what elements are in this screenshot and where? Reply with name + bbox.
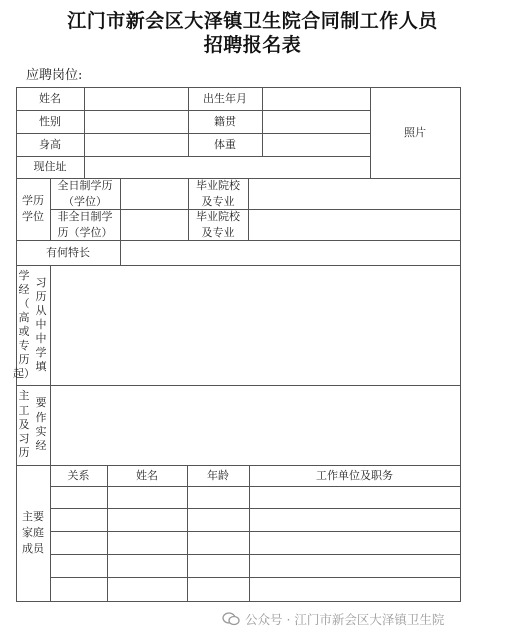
form-title-line2: 招聘报名表 (203, 34, 302, 56)
grid-line-vertical (50, 265, 51, 602)
label-name: 姓名 (39, 91, 61, 105)
family-col-name: 姓名 (136, 468, 158, 482)
photo-box: 照片 (404, 125, 426, 139)
grid-line-horizontal (16, 265, 461, 266)
family-col-relation: 关系 (67, 468, 90, 482)
label-family-members: 主要 家庭 成员 (22, 510, 44, 555)
label-specialty: 有何特长 (46, 245, 90, 259)
position-label: 应聘岗位: (26, 68, 83, 83)
grid-line-horizontal (50, 508, 461, 509)
grid-line-vertical (84, 87, 85, 179)
label-graduate-school-1: 毕业院校 及专业 (196, 178, 240, 208)
grid-line-horizontal (50, 577, 461, 578)
label-height: 身高 (39, 137, 61, 151)
label-birth: 出生年月 (203, 91, 247, 105)
label-fulltime-education: 全日制学历 （学位） (57, 178, 113, 208)
label-parttime-education: 非全日制学 历（学位） (57, 209, 113, 239)
grid-line-horizontal (50, 531, 461, 532)
label-education: 学历 学位 (22, 194, 44, 223)
grid-line-horizontal (16, 385, 461, 386)
grid-line-vertical (262, 87, 263, 157)
label-study-history-col2: 习 历 从 中 中 学 填 (35, 275, 47, 374)
label-study-history: 学 经 （ 高 或 专 历 起） (13, 268, 35, 381)
grid-line-horizontal (50, 486, 461, 487)
label-gender: 性别 (39, 114, 61, 128)
family-col-work-unit: 工作单位及职务 (316, 468, 393, 482)
grid-line-horizontal (50, 554, 461, 555)
watermark-text: 公众号 · 江门市新会区大泽镇卫生院 (245, 612, 445, 627)
label-weight: 体重 (214, 137, 236, 151)
label-work-history-col2: 要 作 实 经 (35, 396, 47, 453)
wechat-icon (222, 612, 240, 626)
grid-line-horizontal (16, 601, 461, 602)
wechat-watermark (222, 610, 444, 628)
label-address: 现住址 (33, 160, 67, 174)
label-graduate-school-2: 毕业院校 及专业 (196, 209, 240, 239)
label-work-history: 主 工 及 习 历 (18, 389, 30, 460)
label-native-place: 籍贯 (214, 114, 236, 128)
grid-line-vertical (248, 178, 249, 241)
form-title-line1: 江门市新会区大泽镇卫生院合同制工作人员 (67, 10, 438, 32)
family-col-age: 年龄 (207, 468, 229, 482)
grid-line-vertical (120, 178, 121, 266)
grid-line-vertical (460, 87, 461, 602)
